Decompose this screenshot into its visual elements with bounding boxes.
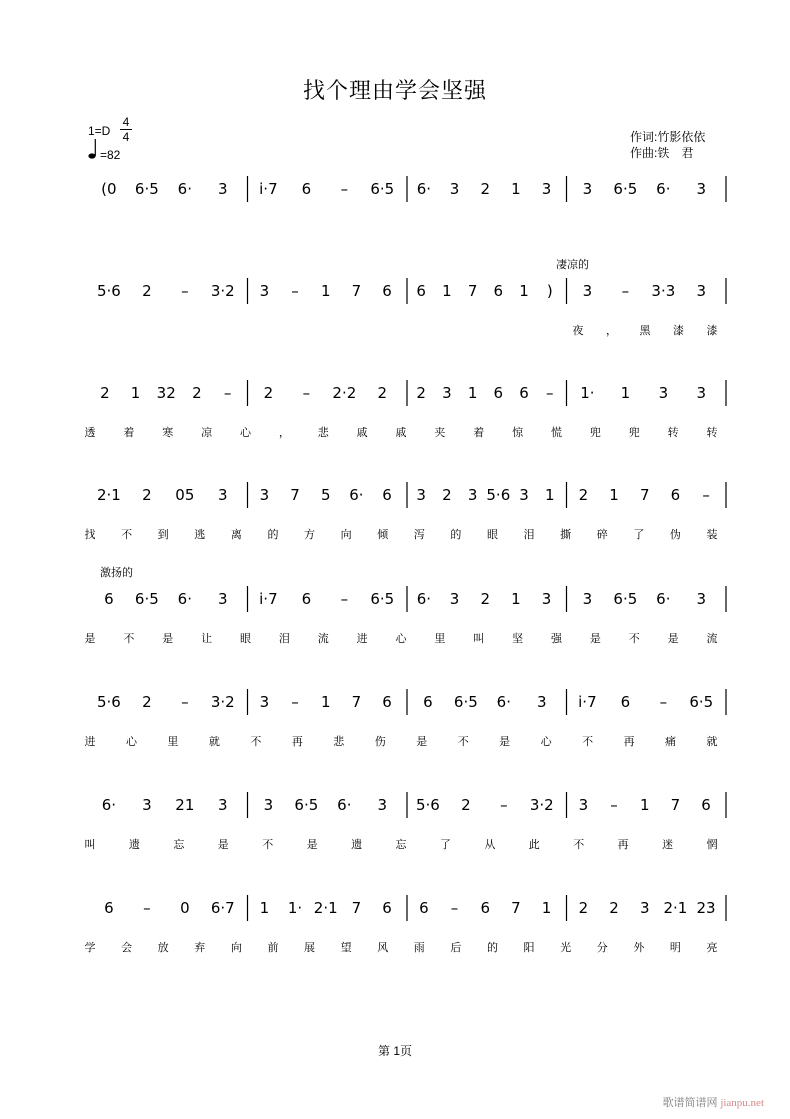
note: – (181, 282, 189, 300)
note: 5·6 (96, 282, 121, 300)
note: 1 (511, 590, 521, 608)
lyric-char: 学 (84, 941, 96, 954)
lyric-char: 里 (167, 735, 179, 748)
lyric-char: 寒 (162, 426, 174, 439)
note: – (340, 590, 349, 608)
note: 3 (259, 486, 270, 504)
lyric-char: 不 (262, 838, 274, 851)
note: 3 (541, 590, 552, 608)
note: – (181, 693, 189, 711)
lyric-char: 向 (230, 941, 242, 954)
note: 7 (351, 693, 362, 711)
note: – (291, 693, 299, 711)
lyric-char: 流 (706, 632, 718, 645)
note: 05 (175, 486, 195, 504)
note: 6· (177, 590, 192, 608)
lyric-char: 光 (560, 941, 572, 954)
lyricist-credit: 作词:竹影依依 (630, 130, 706, 144)
lyric-char: 的 (486, 941, 498, 954)
note: 1 (320, 693, 331, 711)
lyric-char: 戚 (395, 426, 407, 439)
lyric-char: 是 (416, 735, 428, 748)
note: 6·7 (210, 899, 235, 917)
lyric-char: 前 (267, 941, 279, 954)
note: 6· (177, 180, 192, 198)
note: 7 (467, 282, 478, 300)
note: 6·5 (134, 590, 159, 608)
lyric-char: 心 (125, 735, 137, 748)
lyric-char: 不 (573, 838, 585, 851)
note: 32 (156, 384, 176, 402)
note: 3 (259, 282, 270, 300)
note: 3·2 (210, 693, 235, 711)
page-title: 找个理由学会坚强 (302, 78, 487, 103)
note: 3 (658, 384, 669, 402)
note: 3 (218, 486, 228, 504)
lyric-char: 戚 (356, 426, 368, 439)
lyric-char: 弃 (194, 941, 206, 954)
expression-mark: 激扬的 (100, 566, 133, 579)
lyric-char: 不 (123, 632, 135, 645)
note: 2 (192, 384, 202, 402)
note: 3 (696, 590, 707, 608)
lyric-char: 是 (589, 632, 601, 645)
note: 6· (416, 180, 432, 198)
note: 1 (442, 282, 452, 300)
lyric-char: 让 (201, 632, 213, 645)
lyric-char: 再 (623, 735, 635, 748)
lyric-char: 心 (540, 735, 552, 748)
lyric-char: 迷 (662, 838, 674, 851)
lyric-char: 着 (473, 426, 485, 439)
note: 3 (377, 796, 388, 814)
note: 1 (541, 899, 552, 917)
lyric-char: 泻 (413, 528, 425, 541)
lyric-char: 眼 (240, 632, 251, 645)
composer-credit: 作曲:铁 君 (630, 146, 694, 160)
lyric-char: 不 (628, 632, 640, 645)
note: i·7 (578, 693, 597, 711)
note: 6 (493, 282, 504, 300)
note: 6 (493, 384, 504, 402)
note: 6·5 (370, 180, 395, 198)
note: 6 (382, 282, 392, 300)
note: 1 (609, 486, 619, 504)
lyric-char: 碎 (596, 528, 608, 541)
note: 6·5 (370, 590, 395, 608)
note: 2·1 (663, 899, 688, 917)
lyric-char: 泪 (523, 528, 535, 541)
lyric-char: 遗 (351, 838, 363, 851)
note: 6 (620, 693, 631, 711)
note: 6 (301, 180, 312, 198)
note: 6·5 (613, 590, 638, 608)
note: 1 (320, 282, 331, 300)
lyric-char: 叫 (473, 632, 485, 645)
lyric-char: 流 (317, 632, 329, 645)
lyric-char: 明 (669, 941, 681, 954)
lyric-char: 不 (582, 735, 594, 748)
note: 6· (337, 796, 352, 814)
note: 3 (537, 693, 547, 711)
lyric-char: 凉 (201, 426, 213, 439)
lyric-char: 透 (84, 426, 96, 439)
lyric-char: 强 (551, 632, 562, 645)
lyric-char: 不 (250, 735, 262, 748)
watermark-en: jianpu.net (720, 1097, 764, 1109)
note: 6 (104, 899, 114, 917)
note: – (302, 384, 311, 402)
lyric-char: 再 (291, 735, 303, 748)
note: 2 (377, 384, 388, 402)
lyric-char: 的 (450, 528, 462, 541)
note: 6 (416, 282, 426, 300)
lyric-char: 忘 (395, 838, 407, 851)
lyric-char: 亮 (706, 941, 718, 954)
tempo-marking: =82 (100, 148, 121, 162)
lyric-char: 兜 (628, 426, 640, 439)
note: 6· (416, 590, 432, 608)
note: 1· (580, 384, 595, 402)
note: (0 (101, 180, 117, 198)
note: – (500, 796, 508, 814)
lyric-char: ， (278, 426, 290, 439)
note: 2 (480, 180, 490, 198)
lyric-char: 黑 (639, 324, 651, 337)
lyric-char: 望 (340, 941, 352, 954)
lyric-char: 是 (499, 735, 511, 748)
note: 1 (259, 899, 270, 917)
note: ) (546, 282, 553, 300)
lyric-char: 眼 (486, 528, 498, 541)
note: 3 (218, 796, 228, 814)
note: 3 (696, 384, 707, 402)
lyric-char: 找 (84, 528, 96, 541)
note: – (610, 796, 618, 814)
expression-mark: 凄凉的 (556, 258, 589, 271)
note: 5·6 (96, 693, 121, 711)
note: 6 (701, 796, 711, 814)
note: 3 (582, 180, 593, 198)
lyric-char: 阳 (523, 941, 535, 954)
time-signature-top: 4 (122, 115, 130, 129)
note: – (546, 384, 554, 402)
lyric-char: 是 (306, 838, 318, 851)
lyric-char: 心 (395, 632, 407, 645)
note: 3 (259, 693, 270, 711)
lyric-char: 风 (377, 941, 389, 954)
lyric-char: 夜 (572, 324, 584, 337)
note: 6 (104, 590, 114, 608)
lyric-char: 方 (304, 528, 316, 541)
lyric-char: 伤 (374, 735, 386, 748)
watermark-cn: 歌谱简谱网 (662, 1097, 718, 1109)
note: 6 (423, 693, 433, 711)
note: 1 (545, 486, 555, 504)
note: 2 (263, 384, 274, 402)
note: 3·2 (210, 282, 235, 300)
note: 7 (351, 282, 362, 300)
note: 3·2 (529, 796, 554, 814)
note: 2·1 (313, 899, 338, 917)
lyric-char: 是 (217, 838, 229, 851)
lyric-char: 伪 (669, 528, 681, 541)
note: 1 (130, 384, 141, 402)
lyric-char: 进 (356, 632, 368, 645)
lyric-char: 夹 (434, 426, 446, 439)
lyric-char: 痛 (665, 735, 677, 748)
lyric-char: 不 (121, 528, 133, 541)
lyric-char: 会 (121, 941, 133, 954)
note: 7 (639, 486, 650, 504)
note: 3 (582, 282, 593, 300)
lyric-char: 转 (706, 426, 718, 439)
lyric-char: 惘 (706, 838, 718, 851)
note: 2 (442, 486, 452, 504)
note: 3 (696, 180, 707, 198)
note: 2 (480, 590, 490, 608)
note: 2 (142, 282, 152, 300)
note: 3 (696, 282, 707, 300)
note: 3 (541, 180, 552, 198)
note: 3 (582, 590, 593, 608)
note: 3 (519, 486, 529, 504)
note: 6 (670, 486, 681, 504)
lyric-char: 了 (439, 838, 451, 851)
lyric-char: ， (606, 324, 617, 337)
lyric-char: 悲 (333, 735, 345, 748)
lyric-char: 进 (84, 735, 96, 748)
note: 3·3 (651, 282, 676, 300)
note: 6 (382, 693, 392, 711)
lyric-char: 泪 (278, 632, 290, 645)
note: 6 (419, 899, 429, 917)
note: – (702, 486, 710, 504)
note: 6 (382, 486, 392, 504)
lyric-char: 漆 (673, 324, 684, 337)
note: 7 (351, 899, 362, 917)
lyric-char: 是 (667, 632, 679, 645)
note: 2 (461, 796, 471, 814)
note: – (659, 693, 668, 711)
note: 6·5 (689, 693, 714, 711)
note: 3 (263, 796, 274, 814)
lyric-char: 遗 (128, 838, 140, 851)
lyric-char: 外 (633, 941, 645, 954)
note: 5·6 (486, 486, 511, 504)
note: 6·5 (453, 693, 478, 711)
note: – (340, 180, 349, 198)
note: 0 (180, 899, 190, 917)
lyric-char: 再 (617, 838, 629, 851)
note: 6· (101, 796, 117, 814)
note: 6·5 (294, 796, 319, 814)
note: 6·5 (134, 180, 159, 198)
note: 1· (287, 899, 303, 917)
note: – (291, 282, 299, 300)
lyric-char: 的 (267, 528, 279, 541)
lyric-char: 惊 (512, 426, 524, 439)
lyric-char: 是 (162, 632, 174, 645)
note: 3 (442, 384, 452, 402)
lyric-char: 就 (706, 735, 718, 748)
lyric-char: 不 (457, 735, 469, 748)
note: – (143, 899, 151, 917)
note: 6 (480, 899, 490, 917)
lyric-char: 从 (484, 838, 496, 851)
lyric-char: 倾 (377, 528, 389, 541)
note: 5 (320, 486, 331, 504)
note: 3 (639, 899, 650, 917)
note: 2·2 (332, 384, 357, 402)
note: 6· (349, 486, 364, 504)
note: 21 (175, 796, 195, 814)
note: 7 (670, 796, 681, 814)
note: 23 (696, 899, 716, 917)
note: 2 (416, 384, 426, 402)
note: 5·6 (415, 796, 440, 814)
note: – (450, 899, 459, 917)
note: 3 (142, 796, 152, 814)
lyric-char: 放 (157, 941, 169, 954)
note: 6· (496, 693, 511, 711)
lyric-char: 展 (304, 941, 316, 954)
time-signature-bottom: 4 (120, 129, 132, 144)
lyric-char: 漆 (706, 324, 718, 337)
note: 3 (467, 486, 478, 504)
note: 6 (301, 590, 312, 608)
lyric-char: 就 (208, 735, 220, 748)
note: 2 (100, 384, 110, 402)
note: 7 (511, 899, 521, 917)
note: – (621, 282, 630, 300)
lyric-char: 向 (340, 528, 352, 541)
lyric-char: 兜 (589, 426, 601, 439)
note: 3 (416, 486, 426, 504)
note: 1 (467, 384, 478, 402)
note: 6 (382, 899, 392, 917)
lyric-char: 后 (450, 941, 462, 954)
lyric-char: 里 (434, 632, 446, 645)
lyric-char: 转 (667, 426, 679, 439)
note: 1 (519, 282, 529, 300)
note: 2 (142, 693, 152, 711)
note: 1 (620, 384, 631, 402)
lyric-char: 到 (157, 528, 169, 541)
lyric-char: 离 (230, 528, 242, 541)
lyric-char: 逃 (194, 528, 206, 541)
note: 3 (578, 796, 589, 814)
lyric-char: 心 (240, 426, 251, 439)
note: 6 (519, 384, 529, 402)
note: 1 (511, 180, 521, 198)
note: 6·5 (613, 180, 638, 198)
lyric-char: 分 (596, 941, 608, 954)
note: 7 (290, 486, 300, 504)
key-signature: 1=D (88, 124, 111, 138)
note: 2 (609, 899, 619, 917)
note: 1 (639, 796, 650, 814)
lyric-char: 装 (706, 528, 718, 541)
note: 3 (449, 180, 460, 198)
lyric-char: 是 (84, 632, 96, 645)
site-watermark (663, 1094, 764, 1110)
note: 6· (656, 590, 671, 608)
note: 2 (578, 486, 589, 504)
note: 3 (218, 180, 228, 198)
lyric-char: 着 (123, 426, 135, 439)
note: 2 (578, 899, 589, 917)
lyric-char: 了 (633, 528, 645, 541)
lyric-char: 悲 (317, 426, 329, 439)
lyric-char: 忘 (173, 838, 185, 851)
lyric-char: 此 (528, 838, 540, 851)
lyric-char: 叫 (84, 838, 96, 851)
lyric-char: 雨 (413, 941, 425, 954)
note: 3 (218, 590, 228, 608)
note: i·7 (259, 180, 278, 198)
note: 3 (449, 590, 460, 608)
lyric-char: 坚 (512, 632, 524, 645)
page-number: 第 1页 (377, 1044, 412, 1058)
lyric-char: 慌 (551, 426, 562, 439)
lyric-char: 撕 (560, 528, 572, 541)
note: 2·1 (96, 486, 121, 504)
note: – (223, 384, 232, 402)
note: i·7 (259, 590, 278, 608)
note: 2 (142, 486, 152, 504)
note: 6· (656, 180, 671, 198)
